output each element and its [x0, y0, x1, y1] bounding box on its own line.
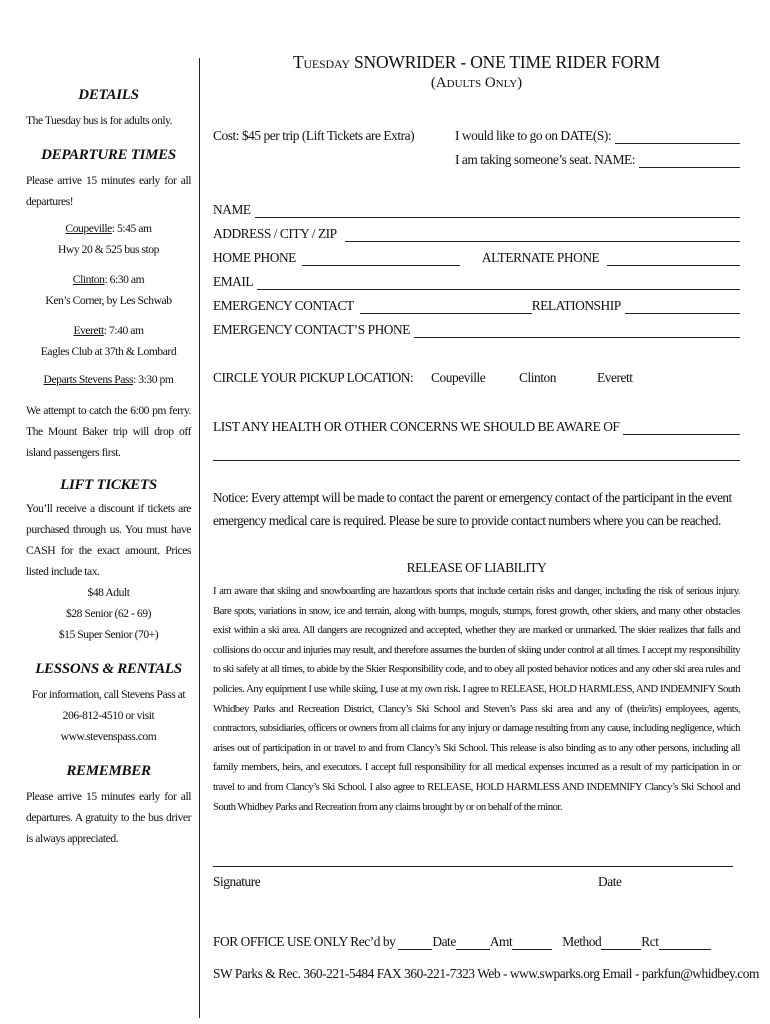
name-label: NAME: [213, 202, 251, 217]
pickup-label: CIRCLE YOUR PICKUP LOCATION:: [213, 370, 414, 385]
departure-times-heading: DEPARTURE TIMES: [41, 147, 176, 163]
name-row: [213, 202, 740, 218]
alt-phone-field[interactable]: [607, 252, 740, 266]
stop-time: : 5:45 am: [111, 222, 152, 235]
office-amt-label: Amt: [489, 934, 513, 949]
office-method-label: Method: [562, 934, 602, 949]
stop-place: Hwy 20 & 525 bus stop: [57, 243, 160, 256]
pickup-option-coupeville[interactable]: Coupeville: [431, 370, 486, 385]
emergency-phone-field[interactable]: [414, 324, 740, 338]
ferry-text: We attempt to catch the 6:00 pm ferry. The Mount Baker trip will drop off island passengers first.: [26, 404, 191, 459]
stop-time: : 6:30 am: [104, 273, 145, 286]
health-field-line-2[interactable]: [213, 446, 740, 461]
departure-intro: Please arrive 15 minutes early for all departures!: [26, 174, 191, 208]
lessons-line: For information, call Stevens Pass at: [31, 688, 186, 701]
form-subtitle: (Adults Only): [430, 75, 523, 91]
dates-label: I would like to go on DATE(S):: [455, 128, 612, 143]
rider-form: [213, 52, 759, 981]
home-phone-label: HOME PHONE: [213, 250, 296, 265]
stop-coupeville: [26, 218, 191, 260]
address-label: ADDRESS / CITY / ZIP: [213, 226, 337, 241]
phone-row: [213, 250, 740, 266]
address-row: [213, 226, 740, 242]
stop-name: Everett: [73, 324, 104, 337]
relationship-field[interactable]: [625, 300, 740, 314]
health-field[interactable]: [623, 421, 740, 435]
stop-name: Coupeville: [65, 222, 112, 235]
left-sidebar: [26, 84, 191, 849]
release-text: I am aware that skiing and snowboarding are hazardous sports that include certain risks and danger, including the risk of serious injury. Bare spots, variations in snow, ice and terrain, along with bumps, moguls, stumps, forest growth, other skiers, and many other obstacles exist within a ski area. All dangers are recognized and accepted, whether they are marked or unmarked. The skier realizes that falls and collisions do occur and injuries may result, and therefore assumes the burden of skiing under control at all times. I accept my responsibility to ski safely at all times, to abide by the Skier Responsibility code, and to obey all posted behavior notices and any other ski area rules and policies. Any equipment I use while skiing, I use at my own risk. I agree to RELEASE, HOLD HARMLESS, AND INDEMNIFY South Whidbey Parks and Recreation District, Clancy’s Ski School and Steven’s Pass ski area and any of (their/its) employees, agents, contractors, subsidiaries, officers or owners from all claims for any injury or damage resulting from any cause, including negligence, which arises out of participation in or travel to and from Clancy’s Ski School. This release is also binding as to any other persons, including all family members, heirs, and executors. I accept full responsibility for all medical expenses incurred as a result of my participation in or travel to and from Clancy’s Ski School. I also agree to RELEASE, HOLD HARMLESS AND INDEMNIFY Clancy’s Ski School and South Whidbey Parks and Recreation from any claims brought by or on behalf of the minor.: [213, 585, 740, 813]
stop-time: : 7:40 am: [103, 324, 144, 337]
lessons-rentals-heading: LESSONS & RENTALS: [35, 661, 182, 677]
office-date-label: Date: [432, 934, 456, 949]
relationship-label: RELATIONSHIP: [531, 298, 621, 313]
lift-tickets-heading: LIFT TICKETS: [60, 477, 157, 493]
office-amt-field[interactable]: [512, 935, 552, 950]
office-date-field[interactable]: [456, 935, 490, 950]
health-label: LIST ANY HEALTH OR OTHER CONCERNS WE SHOULD BE AWARE OF: [213, 419, 620, 434]
price-super-senior: $15 Super Senior (70+): [58, 628, 159, 641]
office-rct-field[interactable]: [659, 935, 711, 950]
email-row: [213, 274, 740, 290]
remember-text: Please arrive 15 minutes early for all departures. A gratuity to the bus driver is always appreciated.: [26, 790, 191, 845]
emergency-contact-label: EMERGENCY CONTACT: [213, 298, 354, 313]
home-phone-field[interactable]: [302, 251, 460, 266]
stop-everett: [26, 320, 191, 362]
seat-label: I am taking someone’s seat. NAME:: [455, 152, 636, 167]
address-field[interactable]: [345, 228, 740, 242]
release-heading: RELEASE OF LIABILITY: [406, 560, 547, 575]
details-text: The Tuesday bus is for adults only.: [26, 114, 173, 127]
office-method-field[interactable]: [601, 935, 641, 950]
emergency-phone-label: EMERGENCY CONTACT’S PHONE: [213, 322, 410, 337]
office-recd-field[interactable]: [398, 935, 432, 950]
stop-place: Ken’s Corner, by Les Schwab: [45, 294, 172, 307]
emergency-contact-field[interactable]: [360, 299, 532, 314]
office-rct-label: Rct: [641, 934, 659, 949]
alt-phone-label: ALTERNATE PHONE: [481, 250, 600, 265]
name-field[interactable]: [255, 204, 740, 218]
pickup-option-everett[interactable]: Everett: [597, 370, 633, 385]
details-heading: DETAILS: [78, 87, 139, 103]
lessons-website: www.stevenspass.com: [60, 730, 157, 743]
emergency-phone-row: [213, 322, 740, 338]
lessons-phone: 206-812-4510 or visit: [62, 709, 155, 722]
remember-heading: REMEMBER: [66, 763, 151, 779]
emergency-row: [213, 298, 740, 314]
signature-label: Signature: [213, 874, 261, 889]
departs-stevens-pass: Departs Stevens Pass: 3:30 pm: [43, 373, 174, 386]
stop-place: Eagles Club at 37th & Lombard: [40, 345, 177, 358]
pickup-row: [213, 370, 740, 386]
health-row: [213, 419, 740, 435]
notice-text: Notice: Every attempt will be made to contact the parent or emergency contact of the participant in the event emergency medical care is required. Please be sure to provide contact numbers where you can be reached.: [213, 490, 732, 528]
price-senior: $28 Senior (62 - 69): [65, 607, 152, 620]
form-title: Tuesday SNOWRIDER - ONE TIME RIDER FORM: [292, 52, 661, 72]
email-field[interactable]: [257, 276, 740, 290]
footer-contact: SW Parks & Rec. 360-221-5484 FAX 360-221-7323 Web - www.swparks.org Email - parkfun@whidbey.com: [213, 966, 759, 981]
stop-clinton: [26, 269, 191, 311]
office-use-row: [213, 934, 711, 950]
seat-row: [455, 152, 740, 168]
cost-text: Cost: $45 per trip (Lift Tickets are Extra): [213, 128, 415, 143]
signature-line[interactable]: [213, 852, 733, 867]
dates-row: [455, 128, 740, 144]
office-recd-label: FOR OFFICE USE ONLY Rec’d by: [213, 934, 396, 949]
column-divider: [199, 58, 200, 1018]
dates-field[interactable]: [615, 130, 740, 144]
price-adult: $48 Adult: [87, 586, 130, 599]
seat-name-field[interactable]: [639, 154, 740, 168]
pickup-option-clinton[interactable]: Clinton: [519, 370, 557, 385]
date-label: Date: [598, 874, 622, 889]
email-label: EMAIL: [213, 274, 254, 289]
lift-tickets-text: You’ll receive a discount if tickets are purchased through us. You must have CASH for the exact amount. Prices listed include tax.: [26, 502, 191, 578]
stop-name: Clinton: [72, 273, 105, 286]
